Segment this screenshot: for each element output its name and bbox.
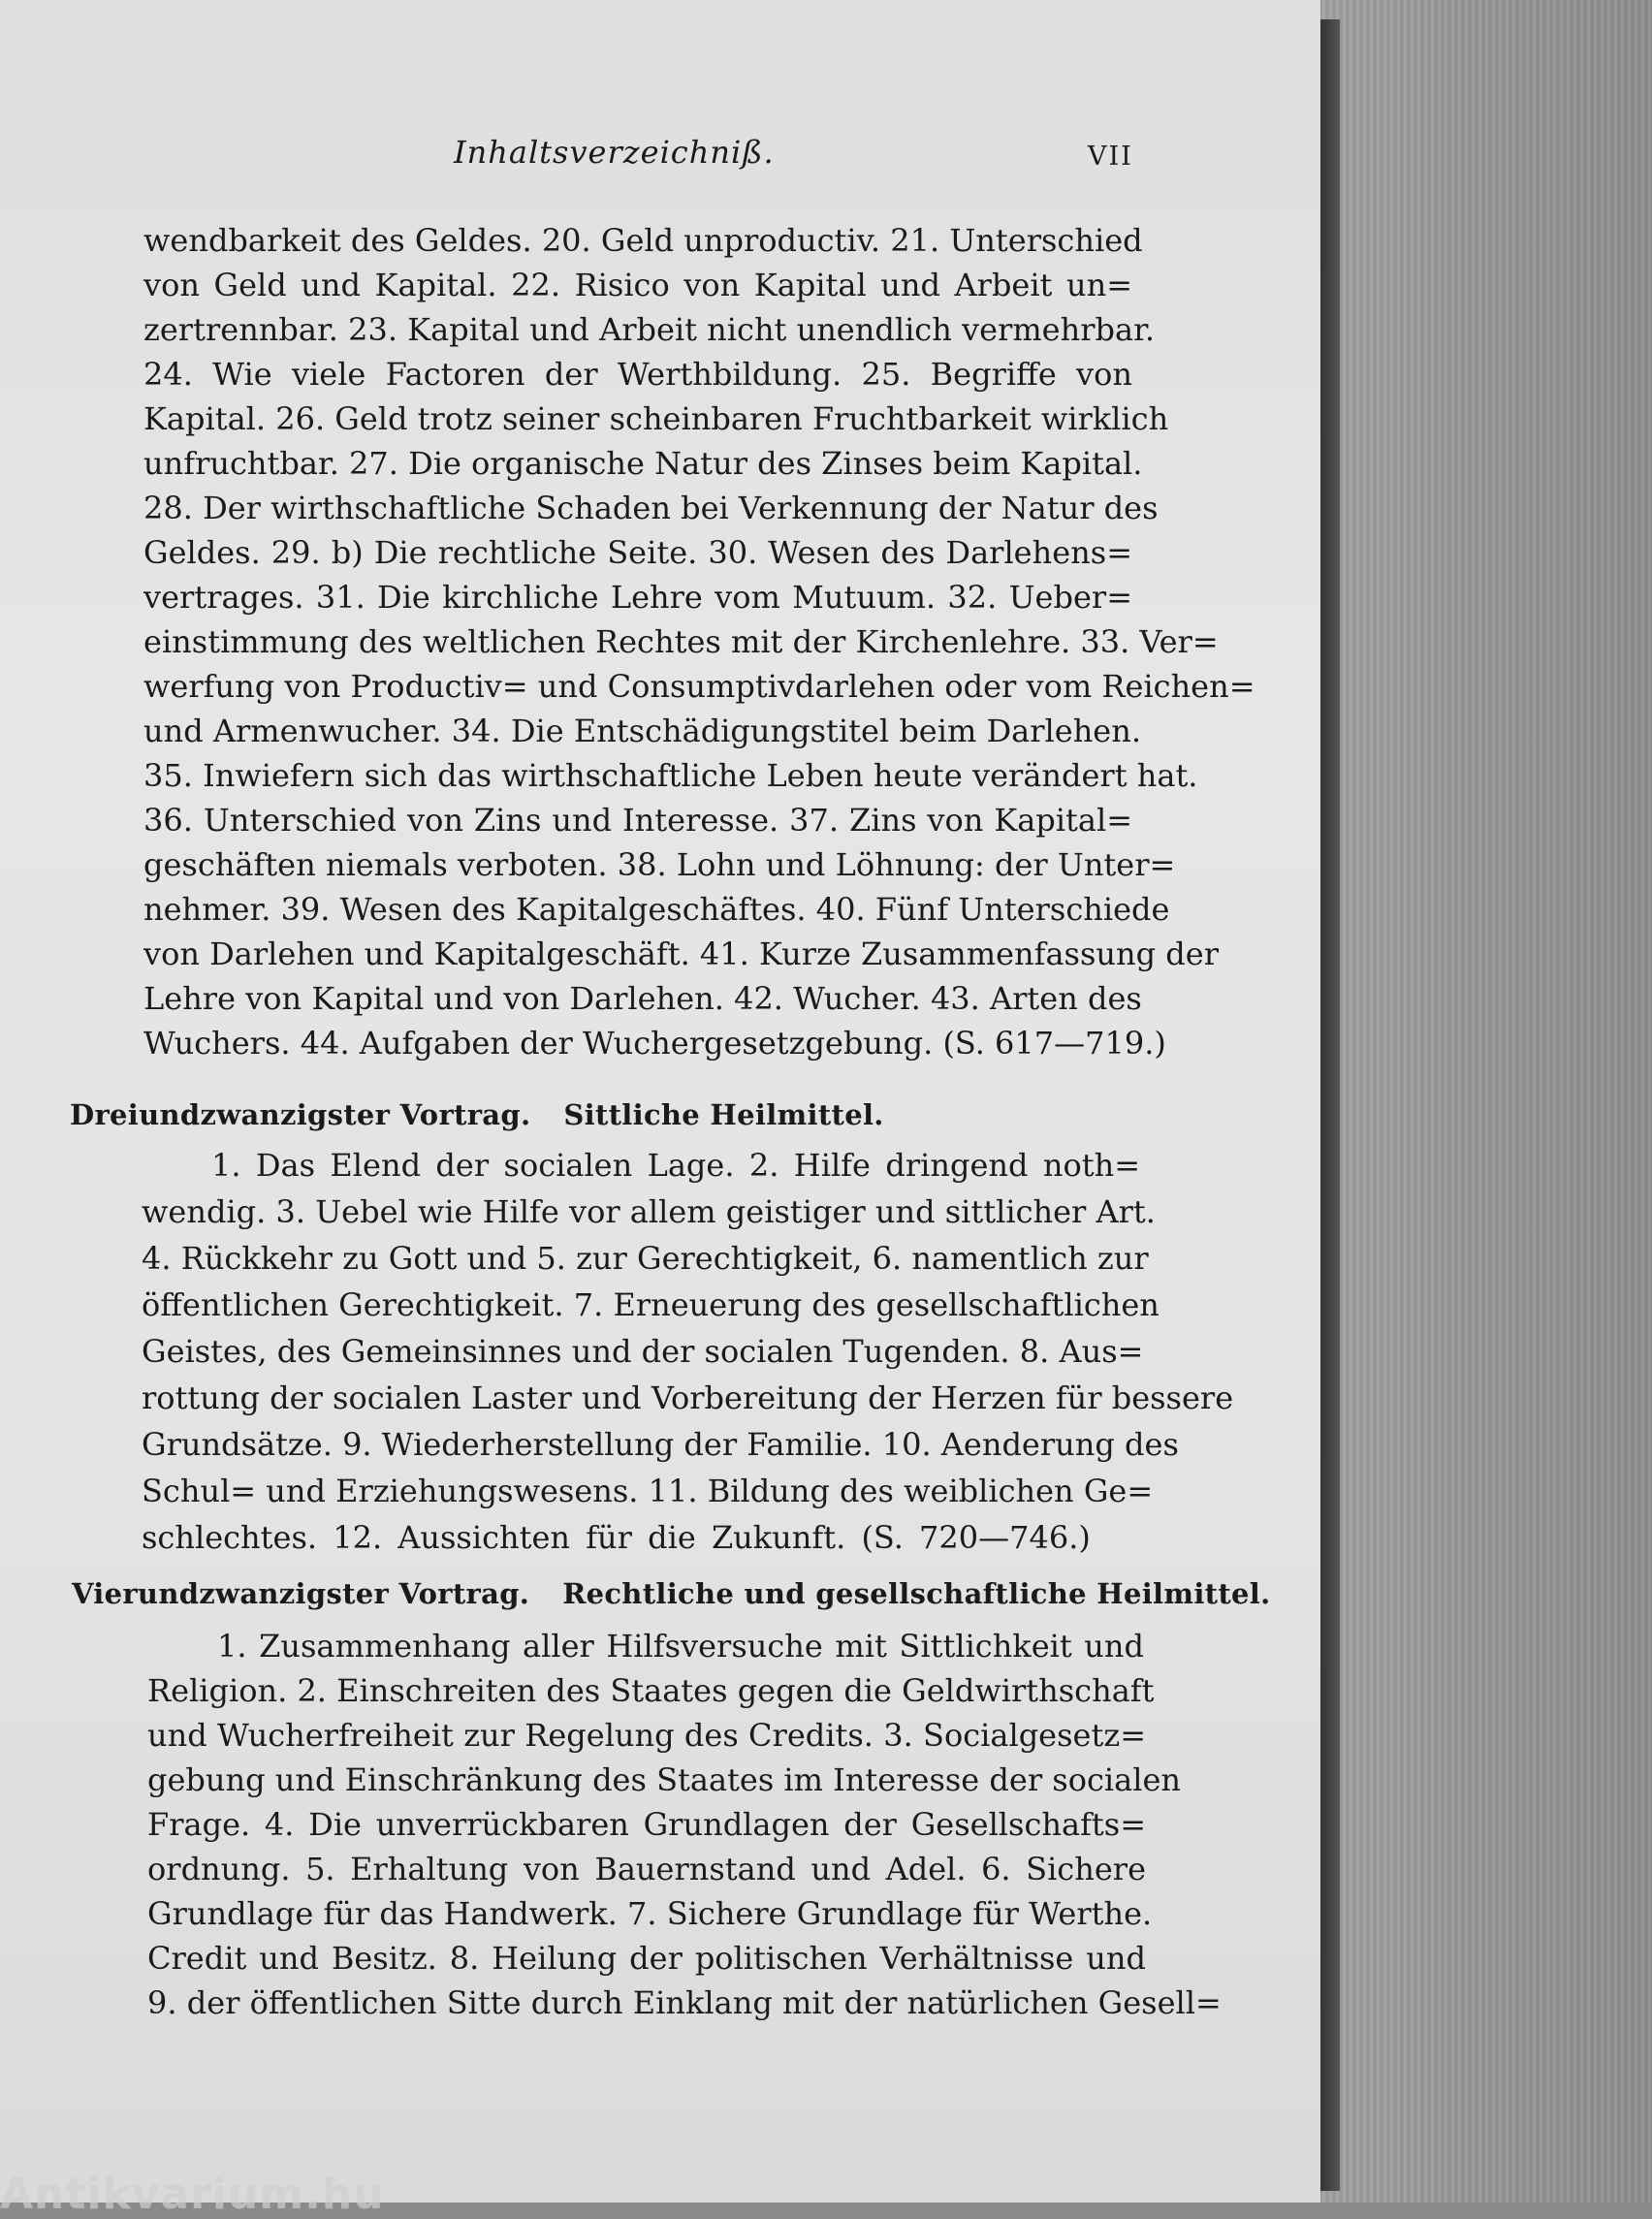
text-line: Lehre von Kapital und von Darlehen. 42. Wucher. 43. Arten des	[143, 980, 1142, 1017]
text-line: und Wucherfreiheit zur Regelung des Credits. 3. Socialgesetz=	[147, 1717, 1146, 1754]
text-line: öffentlichen Gerechtigkeit. 7. Erneuerung des gesellschaftlichen	[142, 1286, 1160, 1323]
text-line: rottung der socialen Laster und Vorbereitung der Herzen für bessere	[142, 1379, 1234, 1416]
text-line: vertrages. 31. Die kirchliche Lehre vom Mutuum. 32. Ueber=	[143, 579, 1132, 616]
text-line: von Darlehen und Kapitalgeschäft. 41. Kurze Zusammenfassung der	[143, 935, 1219, 972]
text-line: zertrennbar. 23. Kapital und Arbeit nicht unendlich vermehrbar.	[143, 311, 1156, 348]
text-line: 1. Das Elend der socialen Lage. 2. Hilfe dringend noth=	[211, 1147, 1140, 1184]
text-line: wendbarkeit des Geldes. 20. Geld unproductiv. 21. Unterschied	[143, 222, 1143, 259]
lecture-heading	[70, 1095, 884, 1134]
text-line: Kapital. 26. Geld trotz seiner scheinbaren Fruchtbarkeit wirklich	[143, 400, 1169, 437]
text-line: gebung und Einschränkung des Staates im Interesse der socialen	[147, 1761, 1181, 1798]
text-line: Schul= und Erziehungswesens. 11. Bildung des weiblichen Ge=	[142, 1473, 1154, 1509]
text-line: einstimmung des weltlichen Rechtes mit der Kirchenlehre. 33. Ver=	[143, 623, 1219, 660]
text-line: unfruchtbar. 27. Die organische Natur des Zinses beim Kapital.	[143, 445, 1143, 482]
text-line: schlechtes. 12. Aussichten für die Zukunft. (S. 720—746.)	[142, 1519, 1091, 1556]
page-number: VII	[1088, 142, 1133, 172]
text-line: Credit und Besitz. 8. Heilung der politischen Verhältnisse und	[147, 1940, 1146, 1977]
text-line: geschäften niemals verboten. 38. Lohn und Löhnung: der Unter=	[143, 846, 1176, 883]
text-line: ordnung. 5. Erhaltung von Bauernstand und Adel. 6. Sichere	[147, 1851, 1146, 1887]
text-line: 24. Wie viele Factoren der Werthbildung. 25. Begriffe von	[143, 356, 1132, 393]
text-line: 28. Der wirthschaftliche Schaden bei Verkennung der Natur des	[143, 490, 1159, 526]
lecture-number: Vierundzwanzigster Vortrag.	[72, 1577, 530, 1610]
text-line: und Armenwucher. 34. Die Entschädigungstitel beim Darlehen.	[143, 713, 1142, 749]
text-line: 36. Unterschied von Zins und Interesse. 37. Zins von Kapital=	[143, 802, 1132, 839]
text-line: 4. Rückkehr zu Gott und 5. zur Gerechtigkeit, 6. namentlich zur	[142, 1240, 1149, 1277]
text-line: Geistes, des Gemeinsinnes und der socialen Tugenden. 8. Aus=	[142, 1333, 1144, 1370]
text-line: 35. Inwiefern sich das wirthschaftliche Leben heute verändert hat.	[143, 757, 1198, 794]
text-line: wendig. 3. Uebel wie Hilfe vor allem geistiger und sittlicher Art.	[142, 1193, 1156, 1230]
text-line: nehmer. 39. Wesen des Kapitalgeschäftes. 40. Fünf Unterschiede	[143, 891, 1170, 928]
text-line: Religion. 2. Einschreiten des Staates gegen die Geldwirthschaft	[147, 1672, 1155, 1709]
text-line: Wuchers. 44. Aufgaben der Wuchergesetzgebung. (S. 617—719.)	[143, 1025, 1166, 1062]
watermark: Antikvarium.hu	[0, 2170, 385, 2219]
text-line: von Geld und Kapital. 22. Risico von Kapital und Arbeit un=	[143, 267, 1132, 303]
text-line: Grundsätze. 9. Wiederherstellung der Familie. 10. Aenderung des	[142, 1426, 1179, 1463]
running-head: Inhaltsverzeichniß.	[454, 134, 775, 171]
text-line: Frage. 4. Die unverrückbaren Grundlagen der Gesellschafts=	[147, 1806, 1146, 1843]
text-line: 1. Zusammenhang aller Hilfsversuche mit Sittlichkeit und	[217, 1628, 1144, 1664]
text-line: 9. der öffentlichen Sitte durch Einklang mit der natürlichen Gesell=	[147, 1984, 1222, 2021]
text-line: Geldes. 29. b) Die rechtliche Seite. 30. Wesen des Darlehens=	[143, 534, 1132, 571]
lecture-title: Sittliche Heilmittel.	[563, 1098, 884, 1131]
text-line: werfung von Productiv= und Consumptivdarlehen oder vom Reichen=	[143, 668, 1255, 705]
lecture-heading	[72, 1574, 1271, 1613]
background-surface	[1309, 0, 1652, 2203]
lecture-title: Rechtliche und gesellschaftliche Heilmittel.	[562, 1577, 1271, 1610]
lecture-number: Dreiundzwanzigster Vortrag.	[70, 1098, 531, 1131]
text-line: Grundlage für das Handwerk. 7. Sichere Grundlage für Werthe.	[147, 1895, 1153, 1932]
